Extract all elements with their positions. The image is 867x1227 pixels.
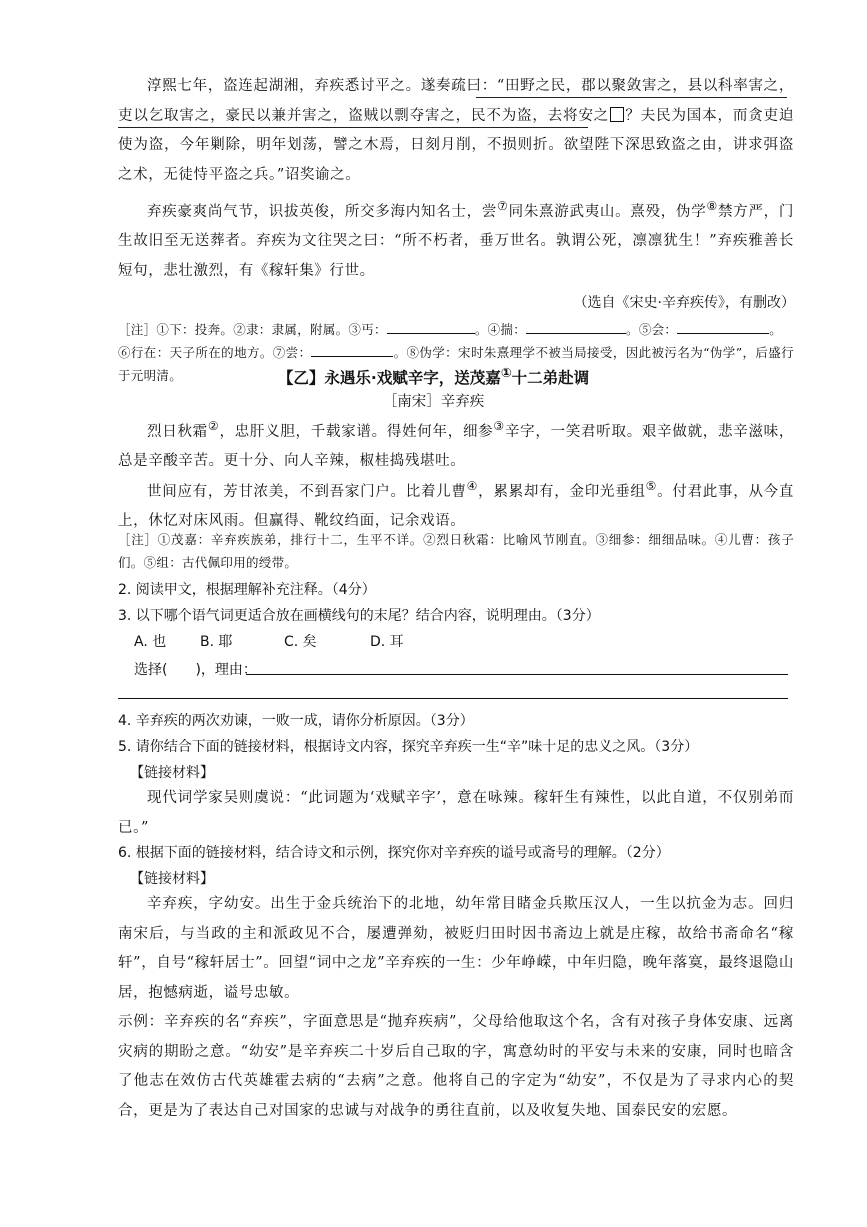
underline-mark-2 <box>118 127 588 128</box>
option-d[interactable]: D. 耳 <box>370 634 404 650</box>
yi-title-text: 【乙】永遇乐·戏赋辛字，送茂嘉 <box>277 369 501 388</box>
yi-notes: ［注］①茂嘉：辛弃疾族弟，排行十二，生平不详。②烈日秋霜：比喻风节刚直。③细参：细细品味。④儿曹：孩子们。⑤组：古代佩印用的绶带。 <box>118 532 794 570</box>
jia-paragraph-1 <box>118 72 794 190</box>
reason-line-1[interactable] <box>246 674 788 675</box>
option-b[interactable]: B. 耶 <box>200 634 233 650</box>
note-c: 。⑤会： <box>626 322 678 337</box>
q5-material: 现代词学家吴则虞说：“此词题为‘戏赋辛字’，意在咏辣。稼轩生有辣性，以此自道，不仅别弟而已。” <box>118 790 794 836</box>
yi-p1-a: 烈日秋霜 <box>147 423 208 440</box>
note-b: 。④揣： <box>474 322 527 337</box>
note-f: 。⑧伪学：宋时朱熹理学不被当局接受，因此被污名为“伪学”，后盛行于元明清。 <box>118 345 794 383</box>
question-6: 6. 根据下面的链接材料，结合诗文和示例，探究你对辛弃疾的谥号或斋号的理解。（2分） <box>118 845 670 861</box>
underline-mark-1 <box>476 97 787 98</box>
q6-example: 示例：辛弃疾的名“弃疾”，字面意思是“抛弃疾病”，父母给他取这个名，含有对孩子身体安康、远离灾病的期盼之意。“幼安”是辛弃疾二十岁后自己取的字，寓意幼时的平安与未来的安康，同时也暗含了他志在效仿古代英雄霍去病的“去病”之意。他将自己的字定为“幼安”，不仅是为了寻求内心的契合，更是为了表达自己对国家的忠诚与对战争的勇往直前，以及收复失地、国泰民安的宏愿。 <box>118 1014 794 1119</box>
jia-para2-b: 同朱熹游武夷山。熹殁，伪学 <box>508 203 707 220</box>
yi-p2-b: ，累累却有，金印光垂组 <box>478 483 646 500</box>
option-c[interactable]: C. 矣 <box>284 634 317 650</box>
q6-link-label: 【链接材料】 <box>130 871 214 887</box>
jia-source: （选自《宋史·辛弃疾传》，有删改） <box>573 295 795 311</box>
fill-blank-box[interactable] <box>610 107 624 122</box>
yi-title-sup: ① <box>500 366 512 381</box>
reason-line-2[interactable] <box>118 698 788 699</box>
yi-p1-b: ，忠肝义胆，千载家谱。得姓何年，细参 <box>219 423 494 440</box>
jia-para2-c: 禁方严，门生故旧至无送葬者。弃疾为文往哭之曰：“所不朽者，垂万世名。孰谓公死，凛凛犹生！”弃疾雅善长短句，悲壮激烈，有《稼轩集》行世。 <box>118 203 794 279</box>
note-3-blank[interactable] <box>387 319 475 334</box>
jia-para2-a: 弃疾豪爽尚气节，识拔英俊，所交多海内知名士，尝 <box>147 203 498 220</box>
yi-p1-c: 辛字，一笑君听取。艰辛做就，悲辛滋味，总是辛酸辛苦。更十分、向人辛辣，椒桂捣残堪吐。 <box>118 423 794 470</box>
yi-author: ［南宋］辛弃疾 <box>382 394 485 410</box>
jia-para1-text: 淳熙七年，盗连起湖湘，弃疾悉讨平之。遂奏疏曰：“田野之民，郡以聚敛害之，县以科率害之，吏以乞取害之，豪民以兼并害之，盗贼以剽夺害之，民不为盗，去将安之 <box>118 78 794 124</box>
yi-stanza-1 <box>118 412 794 477</box>
question-2: 2. 阅读甲文，根据理解补充注释。（4分） <box>118 582 376 598</box>
option-a[interactable]: A. 也 <box>134 634 167 650</box>
note-7-blank[interactable] <box>311 342 393 357</box>
jia-para1-end-text: ？夫民为国本，而贪吏迫使为盗，今年剿除，明年划荡，譬之木焉，日刻月削，不损则折。欲望陛下深思致盗之由，讲求弭盗之术，无徒恃平盗之兵。”诏奖谕之。 <box>118 107 794 183</box>
yi-p2-a: 世间应有，芳甘浓美，不到吾家门户。比着儿曹 <box>147 483 467 500</box>
note-marker-3: ③ <box>493 419 505 433</box>
note-e: ⑥行在：天子所在的地方。⑦尝： <box>118 345 312 360</box>
note-a: ［注］①下：投奔。②隶：隶属，附属。③丐： <box>118 322 387 337</box>
yi-title <box>0 366 867 388</box>
yi-title-end: 十二弟赴调 <box>511 369 590 388</box>
note-marker-8: ⑧ <box>706 199 718 213</box>
q5-link-label: 【链接材料】 <box>130 765 214 781</box>
note-5-blank[interactable] <box>677 319 769 334</box>
question-4: 4. 辛弃疾的两次劝谏，一败一成，请你分析原因。（3分） <box>118 713 474 729</box>
q6-material: 辛弃疾，字幼安。出生于金兵统治下的北地，幼年常目睹金兵欺压汉人，一生以抗金为志。回归南宋后，与当政的主和派政见不合，屡遭弹劾，被贬归田时因书斋边上就是庄稼，故给书斋命名“稼轩”，自号“稼轩居士”。回望“词中之龙”辛弃疾的一生：少年峥嵘，中年归隐，晚年落寞，最终退隐山居，抱憾病逝，谥号忠敏。 <box>118 896 794 1001</box>
yi-p2-c: 。付君此事，从今直上，休忆对床风雨。但赢得、靴纹绉面，记余戏语。 <box>118 483 794 530</box>
note-marker-2: ② <box>207 419 220 433</box>
note-d: 。 <box>769 322 783 337</box>
question-5: 5. 请你结合下面的链接材料，根据诗文内容，探究辛弃疾一生“辛”味十足的忠义之风。（3分） <box>118 739 699 755</box>
note-marker-4: ④ <box>466 479 479 493</box>
jia-paragraph-2 <box>118 192 794 286</box>
note-marker-5: ⑤ <box>645 479 658 493</box>
choose-label: 选择( )，理由： <box>134 662 257 678</box>
question-3: 3. 以下哪个语气词更适合放在画横线句的末尾？结合内容，说明理由。（3分） <box>118 608 600 624</box>
note-4-blank[interactable] <box>526 319 626 334</box>
note-marker-7: ⑦ <box>497 199 509 213</box>
